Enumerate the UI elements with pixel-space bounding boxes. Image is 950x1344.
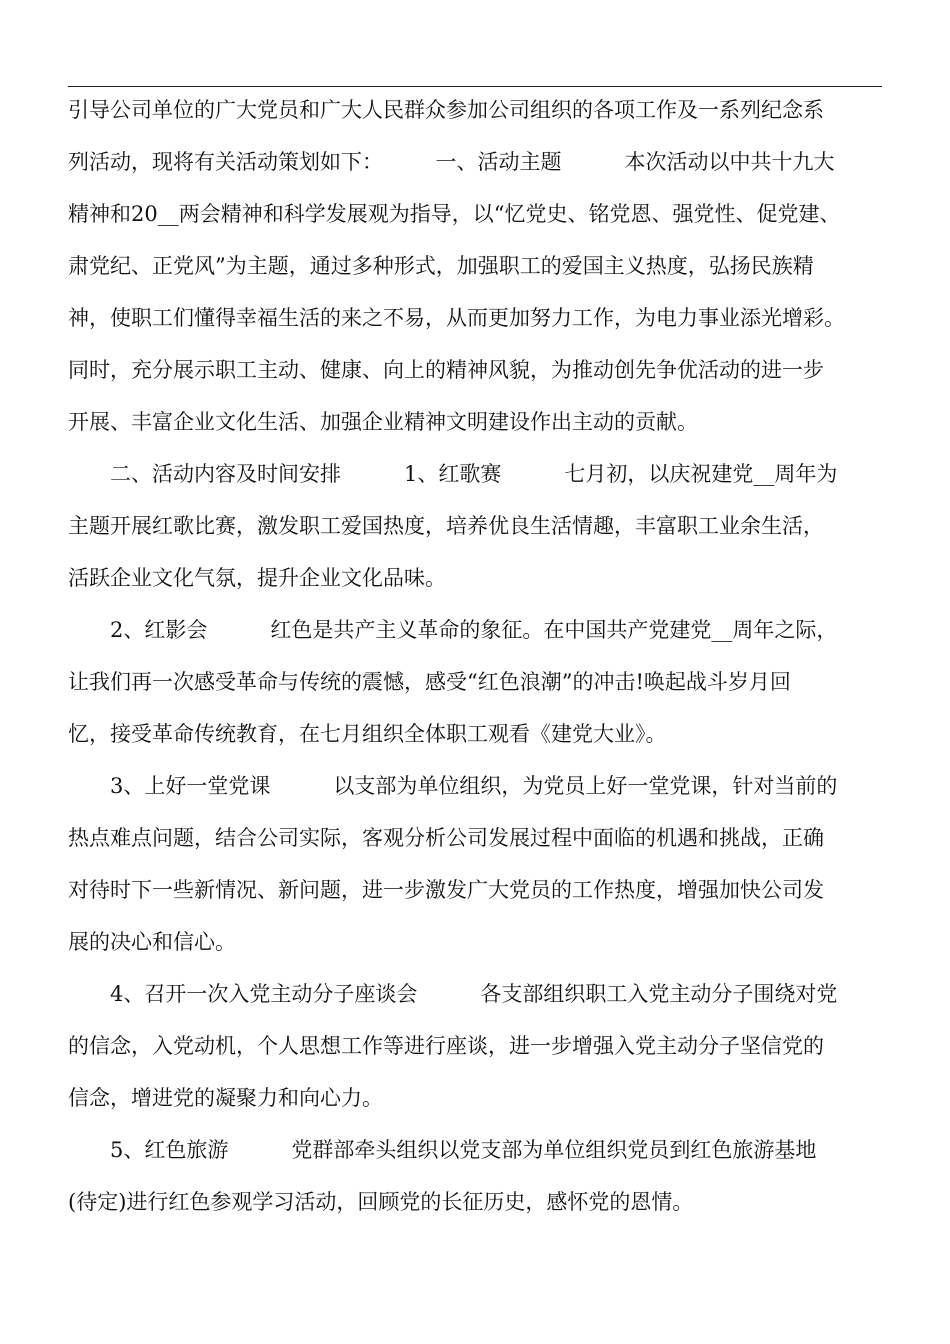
text-line: 热点难点问题，结合公司实际，客观分析公司发展过程中面临的机遇和挑战，正确 <box>68 826 824 850</box>
text-line: 的信念，入党动机，个人思想工作等进行座谈，进一步增强入党主动分子坚信党的 <box>68 1034 824 1058</box>
text-line: 引导公司单位的广大党员和广大人民群众参加公司组织的各项工作及一系列纪念系 <box>68 98 824 122</box>
paragraph-red-film <box>68 604 884 760</box>
text-line: 同时，充分展示职工主动、健康、向上的精神风貌，为推动创先争优活动的进一步 <box>68 358 824 382</box>
text-line: 精神和20__两会精神和科学发展观为指导，以“忆党史、铭党恩、强党性、促党建、 <box>68 202 841 226</box>
paragraph-intro <box>68 84 884 448</box>
text-line: 4、召开一次入党主动分子座谈会 各支部组织职工入党主动分子围绕对党 <box>68 982 838 1006</box>
paragraph-symposium <box>68 968 884 1124</box>
text-line: 开展、丰富企业文化生活、加强企业精神文明建设作出主动的贡献。 <box>68 410 698 434</box>
paragraph-red-tourism <box>68 1124 884 1228</box>
paragraph-section-2 <box>68 448 884 604</box>
text-line: 3、上好一堂党课 以支部为单位组织，为党员上好一堂党课，针对当前的 <box>68 774 838 798</box>
text-line: 主题开展红歌比赛，激发职工爱国热度，培养优良生活情趣，丰富职工业余生活， <box>68 514 824 538</box>
text-line: 二、活动内容及时间安排 1、红歌赛 七月初，以庆祝建党__周年为 <box>68 462 838 486</box>
paragraph-party-lecture <box>68 760 884 968</box>
document-body <box>68 84 884 1228</box>
text-line: 让我们再一次感受革命与传统的震憾，感受“红色浪潮”的冲击!唤起战斗岁月回 <box>68 670 791 694</box>
text-line: 展的决心和信心。 <box>68 930 236 954</box>
text-line: 忆，接受革命传统教育，在七月组织全体职工观看《建党大业》。 <box>68 722 667 746</box>
text-line: (待定)进行红色参观学习活动，回顾党的长征历史，感怀党的恩情。 <box>68 1190 694 1214</box>
text-line: 5、红色旅游 党群部牵头组织以党支部为单位组织党员到红色旅游基地 <box>68 1138 817 1162</box>
text-line: 信念，增进党的凝聚力和向心力。 <box>68 1086 383 1110</box>
text-line: 肃党纪、正党风”为主题，通过多种形式，加强职工的爱国主义热度，弘扬民族精 <box>68 254 814 278</box>
text-line: 2、红影会 红色是共产主义革命的象征。在中国共产党建党__周年之际， <box>68 618 838 642</box>
text-line: 对待时下一些新情况、新问题，进一步激发广大党员的工作热度，增强加快公司发 <box>68 878 824 902</box>
text-line: 活跃企业文化气氛，提升企业文化品味。 <box>68 566 446 590</box>
text-line: 神，使职工们懂得幸福生活的来之不易，从而更加努力工作，为电力事业添光增彩。 <box>68 306 845 330</box>
text-line: 列活动，现将有关活动策划如下： 一、活动主题 本次活动以中共十九大 <box>68 150 835 174</box>
